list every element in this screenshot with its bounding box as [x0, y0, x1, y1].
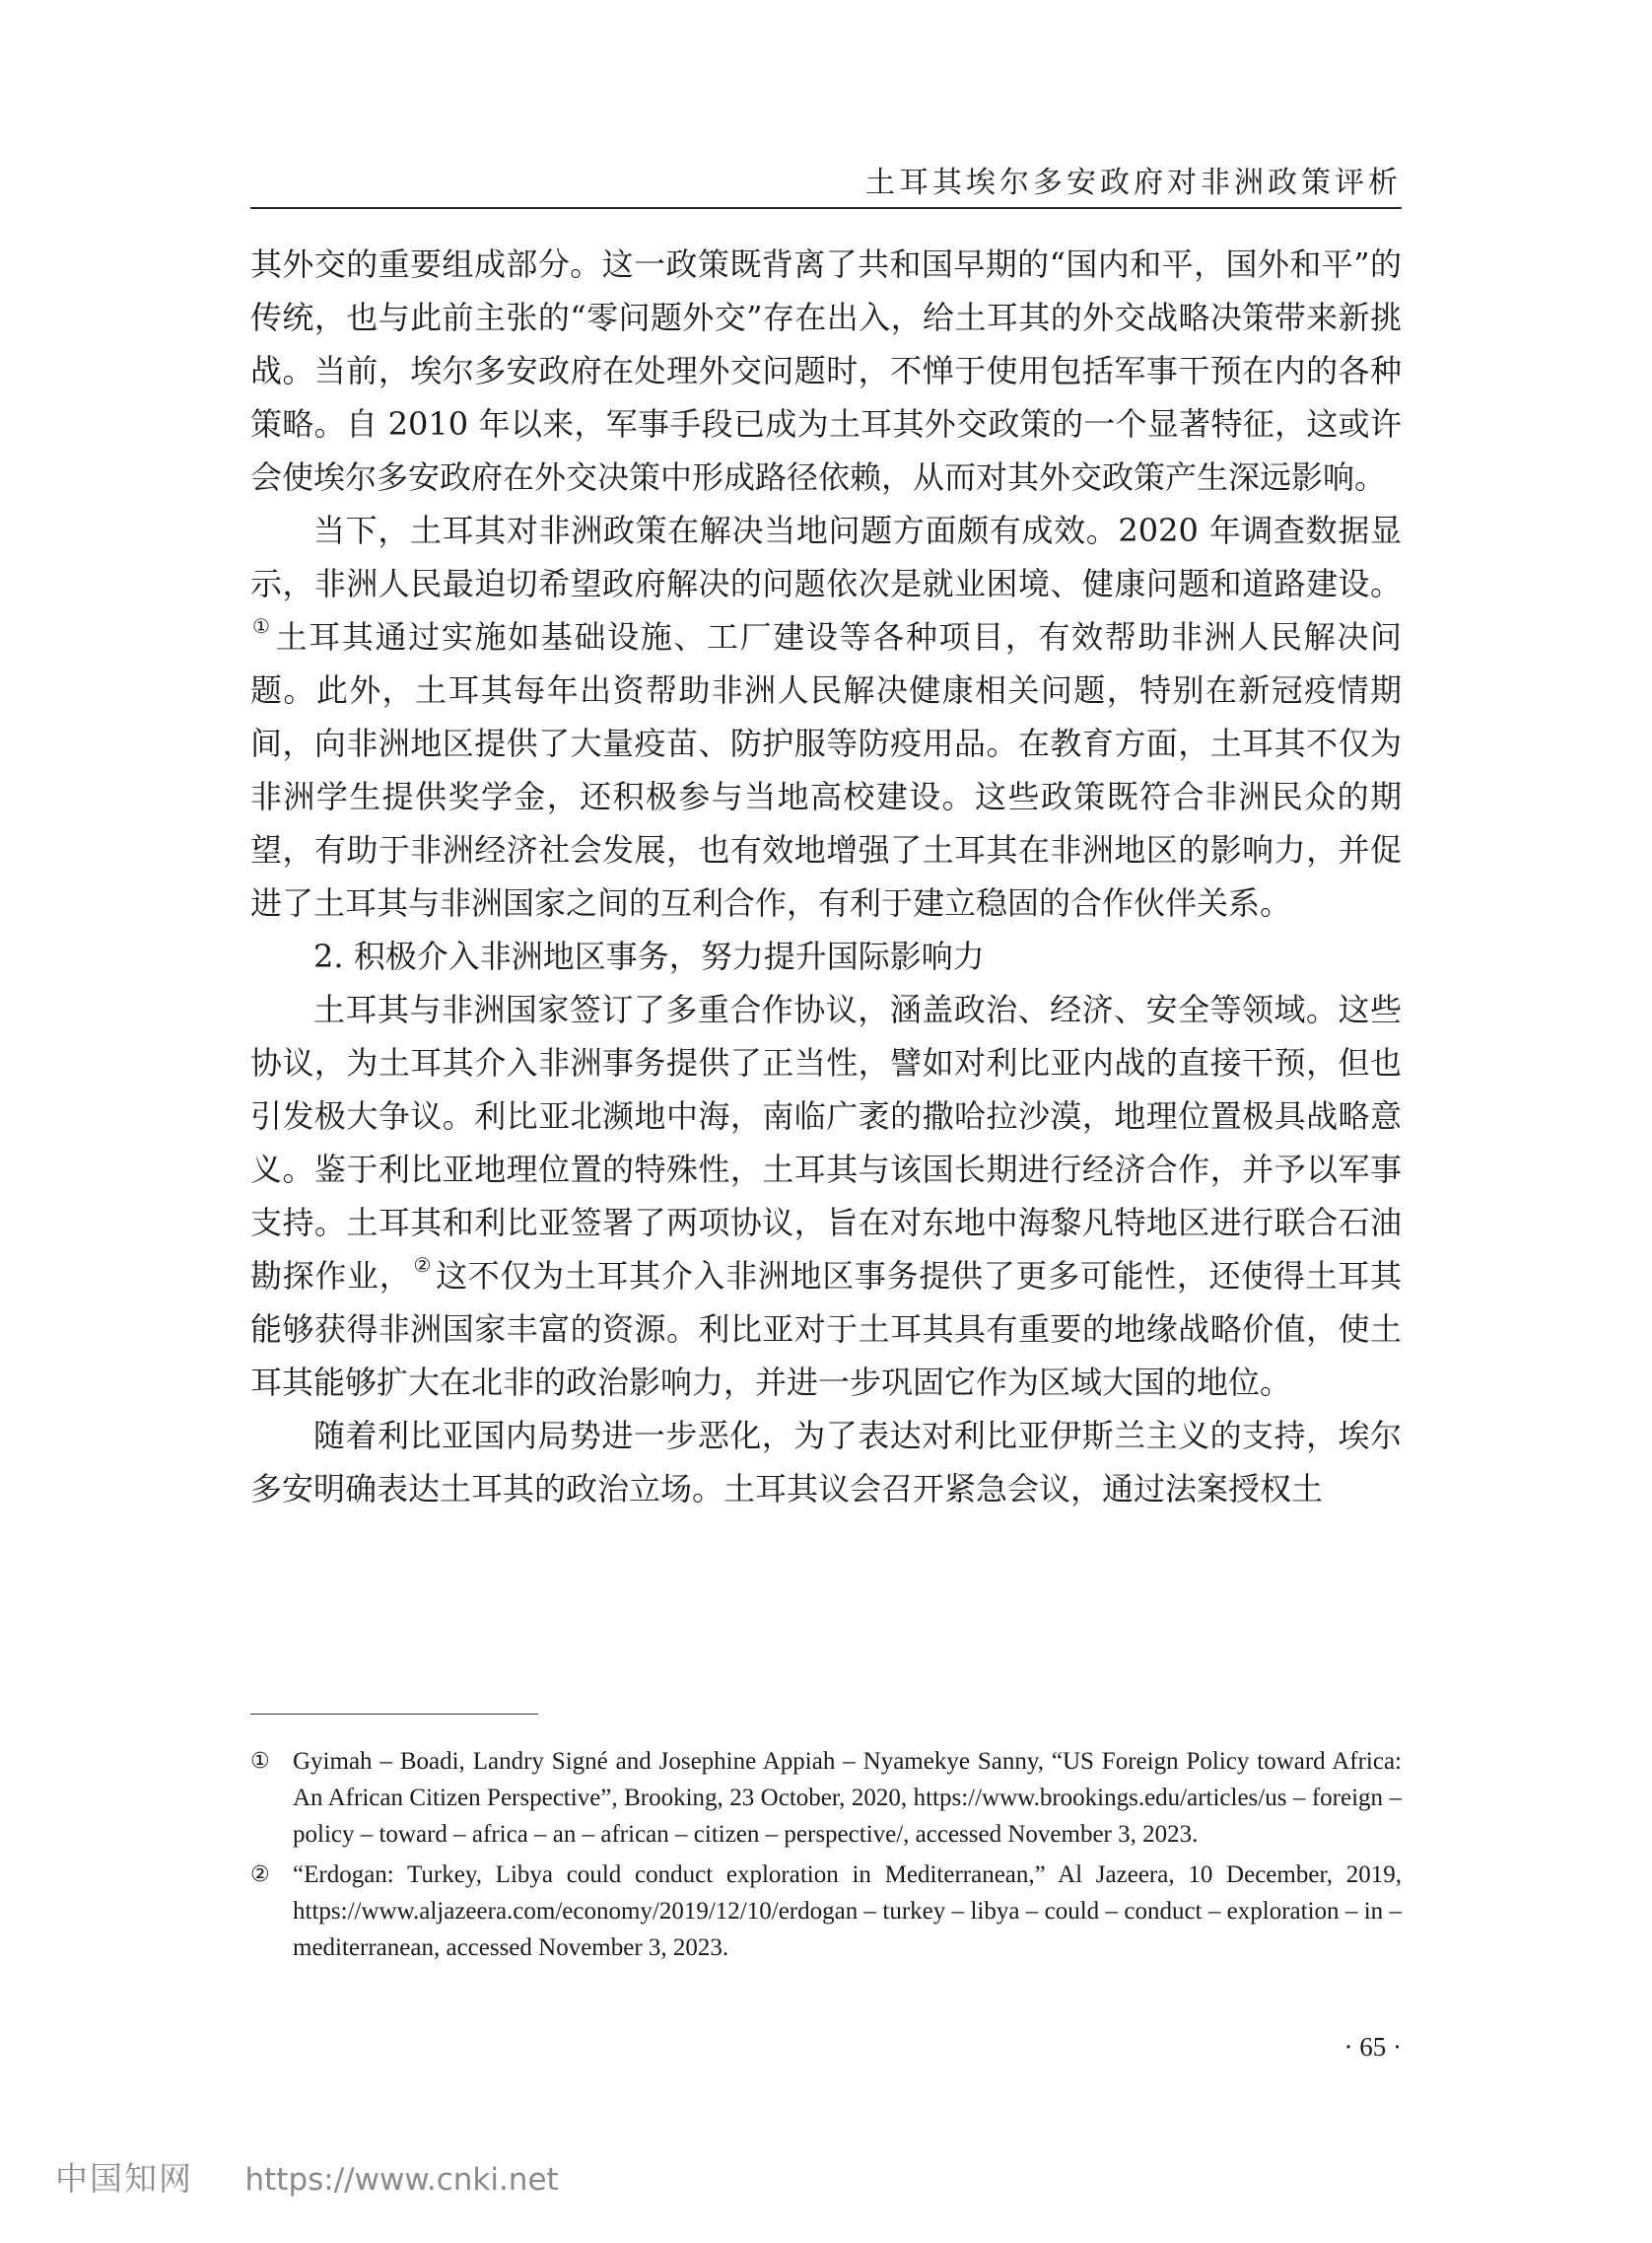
page-number: · 65 ·	[1343, 2032, 1402, 2062]
paragraph-2	[250, 504, 1402, 930]
footnote-ref-2[interactable]: ②	[413, 1253, 433, 1277]
footnote-2-mark: ②	[250, 1862, 270, 1887]
footnote-rule	[250, 1714, 538, 1715]
footnote-ref-1[interactable]: ①	[252, 614, 272, 638]
paragraph-2-text-b: 土耳其通过实施如基础设施、工厂建设等各种项目，有效帮助非洲人民解决问题。此外，土耳其每年出资帮助非洲人民解决健康相关问题，特别在新冠疫情期间，向非洲地区提供了大量疫苗、防护服等防疫用品。在教育方面，土耳其不仅为非洲学生提供奖学金，还积极参与当地高校建设。这些政策既符合非洲民众的期望，有助于非洲经济社会发展，也有效地增强了土耳其在非洲地区的影响力，并促进了土耳其与非洲国家之间的互利合作，有利于建立稳固的合作伙伴关系。	[250, 618, 1402, 922]
running-header: 土耳其埃尔多安政府对非洲政策评析	[865, 166, 1402, 200]
paragraph-3-text-b: 这不仅为土耳其介入非洲地区事务提供了更多可能性，还使得土耳其能够获得非洲国家丰富的资源。利比亚对于土耳其具有重要的地缘战略价值，使土耳其能够扩大在北非的政治影响力，并进一步巩固它作为区域大国的地位。	[250, 1257, 1402, 1401]
footnote-1-text: Gyimah – Boadi, Landry Signé and Josephine Appiah – Nyamekye Sanny, “US Foreign Policy toward Africa: An African Citizen Perspective”, Brooking, 23 October, 2020, https://www.brookings.edu/articles/us – foreign – policy – toward – africa – an – african – citizen – perspective/, accessed November 3, 2023.	[293, 1748, 1402, 1848]
footnote-2	[250, 1857, 1402, 1966]
paragraph-4: 随着利比亚国内局势进一步恶化，为了表达对利比亚伊斯兰主义的支持，埃尔多安明确表达土耳其的政治立场。土耳其议会召开紧急会议，通过法案授权土	[250, 1417, 1402, 1507]
cnki-watermark	[55, 2153, 559, 2200]
section-heading: 2. 积极介入非洲地区事务，努力提升国际影响力	[313, 938, 985, 975]
watermark-url[interactable]: https://www.cnki.net	[244, 2162, 559, 2198]
footnote-1	[250, 1743, 1402, 1853]
header-rule	[250, 207, 1402, 209]
body-text	[250, 238, 1402, 1515]
paragraph-3	[250, 983, 1402, 1409]
footnote-1-mark: ①	[250, 1749, 270, 1774]
watermark-brand: 中国知网	[55, 2159, 193, 2198]
paragraph-2-text-a: 当下，土耳其对非洲政策在解决当地问题方面颇有成效。2020 年调查数据显示，非洲人民最迫切希望政府解决的问题依次是就业困境、健康问题和道路建设。	[250, 512, 1402, 602]
footnote-2-text: “Erdogan: Turkey, Libya could conduct exploration in Mediterranean,” Al Jazeera, 10 December, 2019, https://www.aljazeera.com/economy/2019/12/10/erdogan – turkey – libya – could – conduct – exploration – in – mediterranean, accessed November 3, 2023.	[293, 1861, 1402, 1961]
paragraph-3-text-a: 土耳其与非洲国家签订了多重合作协议，涵盖政治、经济、安全等领域。这些协议，为土耳其介入非洲事务提供了正当性，譬如对利比亚内战的直接干预，但也引发极大争议。利比亚北濒地中海，南临广袤的撒哈拉沙漠，地理位置极具战略意义。鉴于利比亚地理位置的特殊性，土耳其与该国长期进行经济合作，并予以军事支持。土耳其和利比亚签署了两项协议，旨在对东地中海黎凡特地区进行联合石油勘探作业，	[250, 991, 1402, 1295]
footnotes	[250, 1743, 1402, 1970]
paragraph-1: 其外交的重要组成部分。这一政策既背离了共和国早期的“国内和平，国外和平”的传统，也与此前主张的“零问题外交”存在出入，给土耳其的外交战略决策带来新挑战。当前，埃尔多安政府在处理外交问题时，不惮于使用包括军事干预在内的各种策略。自 2010 年以来，军事手段已成为土耳其外交政策的一个显著特征，这或许会使埃尔多安政府在外交决策中形成路径依赖，从而对其外交政策产生深远影响。	[250, 245, 1402, 496]
